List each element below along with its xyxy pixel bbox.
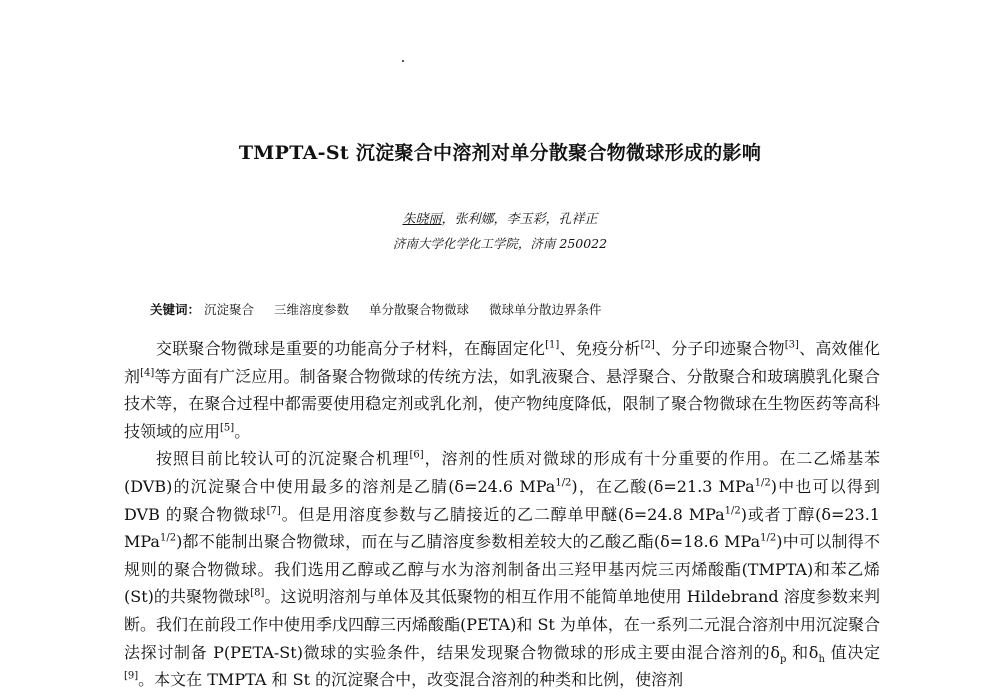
exponent: 1/2 [555,477,572,489]
first-author: 朱晓丽 [402,212,442,227]
exponent: 1/2 [754,477,771,489]
paragraph-mechanism [124,445,880,693]
text-run: 、高效催化剂 [124,339,880,386]
text-run: )，在乙酸(δ=21.3 MPa [571,476,755,496]
citation: [7] [266,505,281,517]
citation: [3] [784,339,799,351]
text-run: 等方面有广泛应用。制备聚合物微球的传统方法，如乳液聚合、悬浮聚合、分散聚合和玻璃膜乳化聚合技术等，在聚合过程中都需要使用稳定剂或乳化剂，使产物纯度降低，限制了聚合物微球在生物医药等高科技领域的应用 [124,366,880,441]
keyword: 微球单分散边界条件 [489,302,602,317]
exponent: 1/2 [760,532,777,544]
citation: [4] [140,367,155,379]
affiliation: 济南大学化学化工学院，济南 250022 [392,236,608,251]
paragraph-intro [124,335,880,445]
text-run: )或者丁醇(δ=23.1 MPa [124,504,880,552]
subscript: p [779,653,787,665]
text-run: )中可以制得不规则的聚合物微球。我们选用乙醇或乙醇与水为溶剂制备出三羟甲基丙烷三丙烯酸酯(TMPTA)和苯乙烯(St)的共聚物微球 [124,532,880,607]
text-run: 按照目前比较认可的沉淀聚合机理 [156,449,410,469]
exponent: 1/2 [159,532,177,544]
text-run: 和δ [786,642,819,662]
text-run: 值决定 [824,642,880,662]
text-run: )中也可以得到 DVB 的聚合物微球 [124,476,880,524]
exponent: 1/2 [724,505,741,517]
paper-title: TMPTA-St 沉淀聚合中溶剂对单分散聚合物微球形成的影响 [238,142,762,164]
author-line [0,208,1000,227]
scan-speck [402,60,404,62]
citation: [9] [124,670,139,682]
citation: [1] [545,339,560,351]
text-run: 。 [234,421,251,441]
keyword: 沉淀聚合 [204,302,255,317]
keywords-label: 关键词： [150,302,201,317]
text-run: 、免疫分析 [559,339,641,358]
citation: [6] [409,450,424,462]
other-authors: ，张利娜，李玉彩，孔祥正 [441,212,598,227]
keyword: 三维溶度参数 [274,302,350,317]
text-run: )都不能制出聚合物微球，而在与乙腈溶度参数相差较大的乙酸乙酯(δ=18.6 MPa [176,532,761,552]
text-run: 。但是用溶度参数与乙腈接近的乙二醇单甲醚(δ=24.8 MPa [280,504,725,524]
text-run: 、分子印迹聚合物 [654,339,785,358]
subscript: h [818,653,825,665]
body-text [124,335,880,694]
text-run: ，溶剂的性质对微球的形成有十分重要的作用。在二乙烯基苯(DVB)的沉淀聚合中使用最多的溶剂是乙腈(δ=24.6 MPa [124,449,880,496]
keyword: 单分散聚合物微球 [369,302,470,317]
keywords-line [150,300,870,318]
citation: [5] [220,422,235,434]
citation: [8] [250,588,265,600]
text-run: 交联聚合物微球是重要的功能高分子材料，在酶固定化 [156,339,546,358]
text-run: 。本文在 TMPTA 和 St 的沉淀聚合中，改变混合溶剂的种类和比例，使溶剂 [138,670,684,690]
citation: [2] [640,339,655,351]
text-run: 。这说明溶剂与单体及其低聚物的相互作用不能简单地使用 Hildebrand 溶度参数来判断。我们在前段工作中使用季戊四醇三丙烯酸酯(PETA)和 St 为单体，在一系列二元混合溶剂中用沉淀聚合法探讨制备 P(PETA-St)微球的实验条件，结果发现聚合物微球的形成主要由混合溶剂的δ [124,587,880,662]
